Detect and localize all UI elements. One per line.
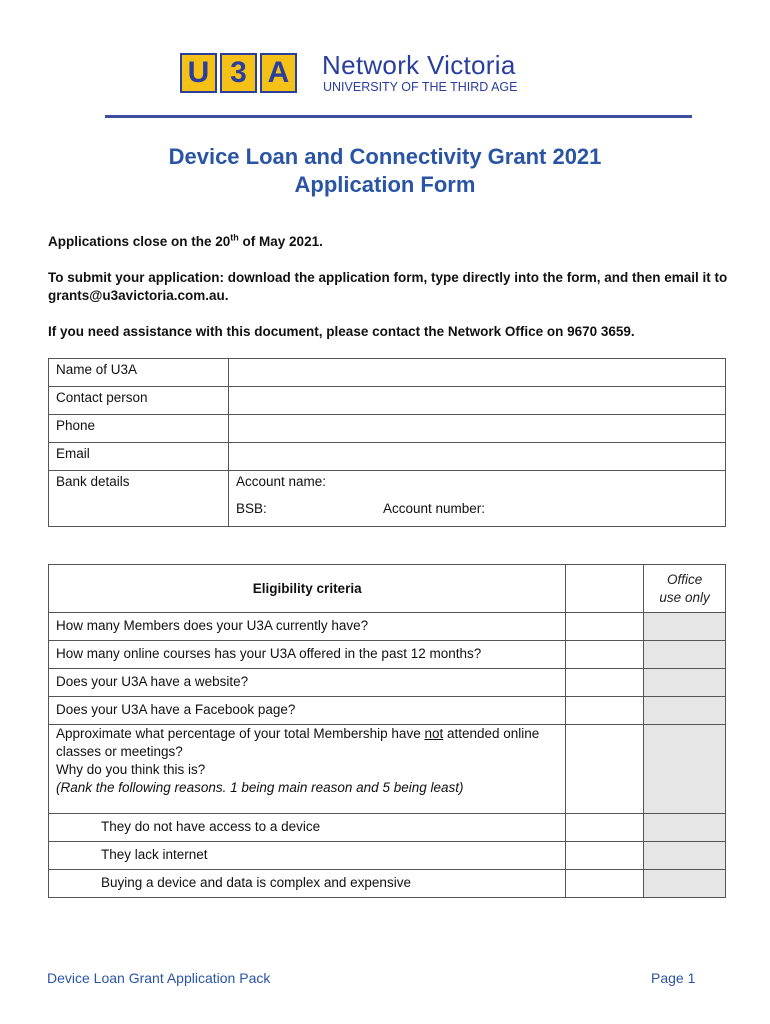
table-row [49,842,726,870]
question-percentage-text [56,725,558,761]
question-percentage [49,725,566,814]
table-header-row [49,565,726,613]
name-of-u3a-field[interactable] [229,359,726,387]
reason-lack-internet: They lack internet [49,842,566,870]
office-use-cell [644,669,726,697]
contact-person-field[interactable] [229,387,726,415]
office-use-cell [644,814,726,842]
table-row [49,443,726,471]
office-use-cell [644,613,726,641]
table-row [49,415,726,443]
contact-person-label: Contact person [49,387,229,415]
question-members: How many Members does your U3A currently have? [49,613,566,641]
table-row [49,697,726,725]
office-line2: use only [659,589,710,605]
office-use-cell [644,641,726,669]
office-line1: Office [666,571,703,587]
account-number-label: Account number: [383,501,486,516]
q5-prefix: Approximate what percentage of your total Membership have [56,726,425,741]
applicant-details-table [48,358,726,527]
email-label: Email [49,443,229,471]
question-website: Does your U3A have a website? [49,669,566,697]
bank-details-field[interactable] [229,471,726,527]
table-row [49,814,726,842]
question-facebook: Does your U3A have a Facebook page? [49,697,566,725]
answer-online-courses-field[interactable] [566,641,644,669]
answer-facebook-field[interactable] [566,697,644,725]
table-row [49,641,726,669]
name-of-u3a-label: Name of U3A [49,359,229,387]
answer-percentage-field[interactable] [566,725,644,814]
logo-letter-3: 3 [220,53,257,93]
close-suffix: of May 2021. [238,234,323,249]
page-title: Device Loan and Connectivity Grant 2021 [168,144,602,169]
page-subtitle: Application Form [294,172,476,197]
table-row [49,669,726,697]
table-row [49,471,726,527]
logo-title: Network Victoria [322,50,516,80]
office-use-cell [644,725,726,814]
rank-complex-expensive-field[interactable] [566,870,644,898]
logo-letter-u: U [180,53,217,93]
reason-complex-expensive: Buying a device and data is complex and expensive [49,870,566,898]
logo-subtitle: UNIVERSITY OF THE THIRD AGE [323,80,518,94]
office-use-cell [644,842,726,870]
account-name-label: Account name: [236,474,327,489]
bank-details-label: Bank details [49,471,229,527]
header-divider [105,115,692,118]
assistance-text: If you need assistance with this document, please contact the Network Office on 9670 3659. [48,324,635,339]
footer-document-title: Device Loan Grant Application Pack [47,970,271,986]
office-use-cell [644,870,726,898]
eligibility-criteria-header: Eligibility criteria [49,565,566,613]
reason-no-device: They do not have access to a device [49,814,566,842]
bsb-line [236,498,718,525]
email-field[interactable] [229,443,726,471]
office-use-cell [644,697,726,725]
table-row [49,613,726,641]
bsb-label: BSB: [236,501,267,516]
q5-underline: not [424,726,444,741]
u3a-logo [180,50,570,96]
question-why: Why do you think this is? [56,762,206,777]
question-rank-instructions: (Rank the following reasons. 1 being main reason and 5 being least) [56,780,464,795]
office-use-header [644,565,726,613]
q5-suffix: attended online classes or meetings? [56,726,540,759]
eligibility-table [48,564,726,898]
answer-header [566,565,644,613]
close-date-text [48,233,738,251]
table-row [49,870,726,898]
phone-label: Phone [49,415,229,443]
answer-members-field[interactable] [566,613,644,641]
rank-lack-internet-field[interactable] [566,842,644,870]
close-prefix: Applications close on the 20 [48,234,231,249]
table-row [49,725,726,814]
close-sup: th [230,232,239,243]
answer-website-field[interactable] [566,669,644,697]
submit-instructions: To submit your application: download the application form, type directly into the form, and then email it to grants@u3avictoria.com.au. [48,270,728,303]
rank-no-device-field[interactable] [566,814,644,842]
page-number: Page 1 [651,970,696,986]
table-row [49,387,726,415]
phone-field[interactable] [229,415,726,443]
question-online-courses: How many online courses has your U3A offered in the past 12 months? [49,641,566,669]
logo-letter-a: A [260,53,297,93]
table-row [49,359,726,387]
